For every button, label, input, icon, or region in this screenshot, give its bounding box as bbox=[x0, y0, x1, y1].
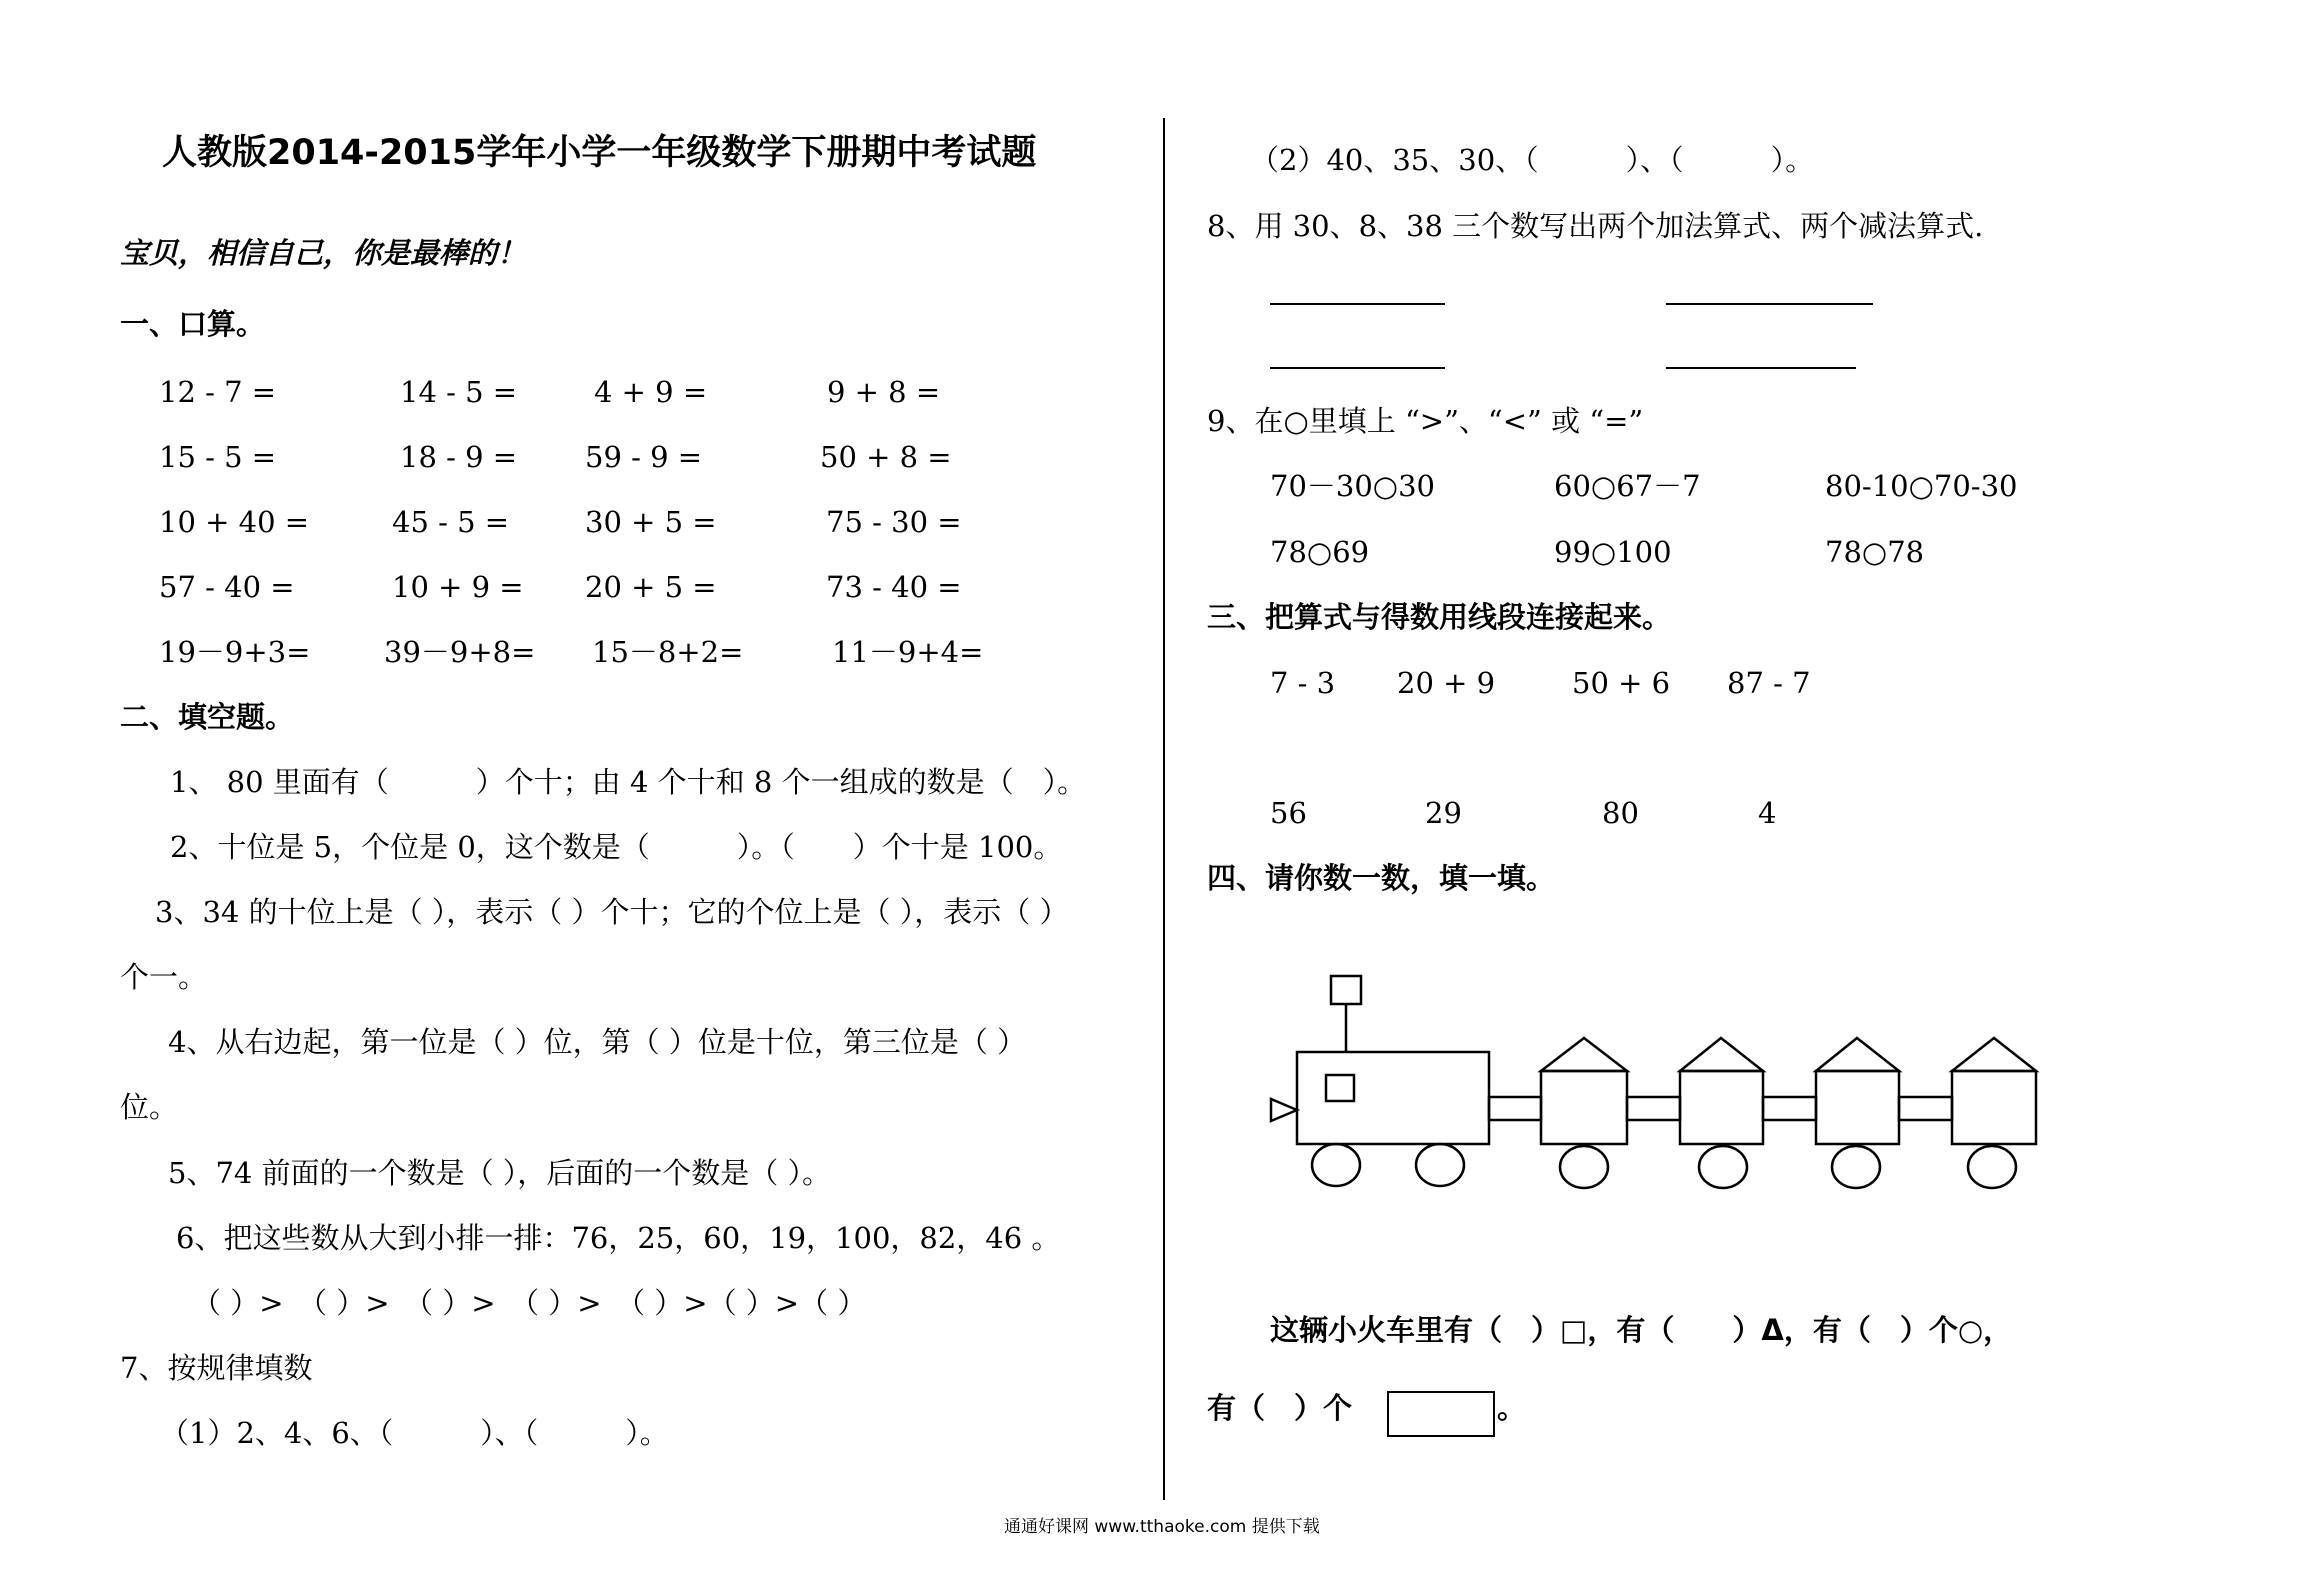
question-4-cont: 位。 bbox=[120, 1090, 179, 1124]
section2-heading: 二、填空题。 bbox=[120, 700, 295, 734]
match-expression: 87 - 7 bbox=[1727, 666, 1811, 700]
calc-item: 50 + 8 = bbox=[820, 440, 952, 474]
calc-item: 57 - 40 = bbox=[159, 570, 295, 604]
question-5: 5、74 前面的一个数是（ ），后面的一个数是（ ）。 bbox=[168, 1156, 832, 1190]
calc-item: 73 - 40 = bbox=[826, 570, 962, 604]
question-7: 7、按规律填数 bbox=[120, 1351, 313, 1385]
engine-body bbox=[1297, 1052, 1489, 1144]
compare-item: 78○69 bbox=[1270, 535, 1370, 569]
match-result: 4 bbox=[1758, 796, 1777, 830]
question-6: 6、把这些数从大到小排一排：76，25，60，19，100，82，46 。 bbox=[176, 1221, 1061, 1255]
match-result: 80 bbox=[1602, 796, 1639, 830]
answer-line bbox=[1270, 367, 1445, 369]
calc-item: 39－9+8= bbox=[384, 635, 536, 669]
chimney-square bbox=[1331, 976, 1361, 1004]
calc-item: 10 + 40 = bbox=[159, 505, 310, 539]
coupling bbox=[1489, 1097, 1541, 1120]
question-7-2: （2）40、35、30、（ ）、（ ）。 bbox=[1250, 143, 1815, 177]
calc-item: 18 - 9 = bbox=[400, 440, 518, 474]
count-question-line1: 这辆小火车里有（ ）□，有（ ）Δ，有（ ）个○， bbox=[1270, 1313, 2013, 1347]
calc-item: 19－9+3= bbox=[159, 635, 311, 669]
match-result: 29 bbox=[1425, 796, 1462, 830]
question-3-cont: 个一。 bbox=[120, 960, 208, 994]
question-3: 3、34 的十位上是（ ），表示（ ）个十；它的个位上是（ ），表示（ ） bbox=[155, 895, 1069, 929]
wagon-body bbox=[1680, 1071, 1763, 1144]
headlight-triangle bbox=[1271, 1099, 1297, 1121]
wheel-circle bbox=[1312, 1144, 1360, 1186]
wagon-roof-triangle bbox=[1680, 1038, 1763, 1071]
wheel-circle bbox=[1416, 1144, 1464, 1186]
match-expression: 7 - 3 bbox=[1270, 666, 1336, 700]
engine-window bbox=[1326, 1075, 1354, 1101]
section4-heading: 四、请你数一数，填一填。 bbox=[1207, 861, 1556, 895]
calc-item: 15 - 5 = bbox=[159, 440, 277, 474]
calc-item: 14 - 5 = bbox=[400, 375, 518, 409]
slogan: 宝贝，相信自己，你是最棒的！ bbox=[120, 236, 527, 270]
wagon-roof-triangle bbox=[1541, 1038, 1627, 1071]
calc-item: 15－8+2= bbox=[592, 635, 744, 669]
match-expression: 50 + 6 bbox=[1572, 666, 1671, 700]
calc-item: 12 - 7 = bbox=[159, 375, 277, 409]
question-1: 1、 80 里面有（ ）个十；由 4 个十和 8 个一组成的数是（ ）。 bbox=[170, 765, 1087, 799]
calc-item: 30 + 5 = bbox=[585, 505, 717, 539]
count-question-line2: 有（ ）个 bbox=[1207, 1391, 1353, 1425]
count-question-end: 。 bbox=[1497, 1391, 1527, 1425]
wagon-roof-triangle bbox=[1952, 1038, 2036, 1071]
wheel-circle bbox=[1832, 1146, 1880, 1188]
wagon-body bbox=[1541, 1071, 1627, 1144]
answer-line bbox=[1666, 303, 1873, 305]
wheel-circle bbox=[1560, 1146, 1608, 1188]
calc-item: 4 + 9 = bbox=[594, 375, 708, 409]
calc-item: 10 + 9 = bbox=[392, 570, 524, 604]
answer-line bbox=[1666, 367, 1856, 369]
calc-item: 11－9+4= bbox=[832, 635, 984, 669]
page-title: 人教版2014-2015学年小学一年级数学下册期中考试题 bbox=[162, 133, 1037, 173]
calc-item: 45 - 5 = bbox=[392, 505, 510, 539]
answer-line bbox=[1270, 303, 1445, 305]
compare-item: 70－30○30 bbox=[1270, 469, 1436, 503]
compare-item: 99○100 bbox=[1554, 535, 1672, 569]
compare-item: 78○78 bbox=[1825, 535, 1925, 569]
calc-item: 9 + 8 = bbox=[827, 375, 941, 409]
rectangle-symbol-box bbox=[1387, 1391, 1495, 1437]
coupling bbox=[1763, 1097, 1816, 1120]
wagon-body bbox=[1816, 1071, 1899, 1144]
question-2: 2、十位是 5，个位是 0，这个数是（ ）。（ ）个十是 100。 bbox=[170, 830, 1063, 864]
match-result: 56 bbox=[1270, 796, 1307, 830]
wheel-circle bbox=[1968, 1146, 2016, 1188]
question-8: 8、用 30、8、38 三个数写出两个加法算式、两个减法算式. bbox=[1207, 209, 1984, 243]
footer-credit: 通通好课网 www.tthaoke.com 提供下载 bbox=[1004, 1517, 1320, 1537]
compare-item: 80-10○70-30 bbox=[1825, 469, 2018, 503]
question-4: 4、从右边起，第一位是（ ）位，第（ ）位是十位，第三位是（ ） bbox=[168, 1025, 1027, 1059]
compare-item: 60○67－7 bbox=[1554, 469, 1701, 503]
calc-item: 20 + 5 = bbox=[585, 570, 717, 604]
wagon-body bbox=[1952, 1071, 2036, 1144]
section1-heading: 一、口算。 bbox=[120, 307, 266, 341]
coupling bbox=[1627, 1097, 1680, 1120]
section3-heading: 三、把算式与得数用线段连接起来。 bbox=[1207, 600, 1672, 634]
column-divider bbox=[1163, 118, 1165, 1500]
coupling bbox=[1899, 1097, 1952, 1120]
question-9: 9、在○里填上 “>”、“<” 或 “=” bbox=[1207, 404, 1644, 438]
question-7-1: （1）2、4、6、（ ）、（ ）。 bbox=[160, 1416, 669, 1450]
question-6-blanks: （ ）> （ ）> （ ）> （ ）> （ ）>（ ）>（ ） bbox=[192, 1286, 867, 1320]
wheel-circle bbox=[1699, 1146, 1747, 1188]
calc-item: 75 - 30 = bbox=[826, 505, 962, 539]
match-expression: 20 + 9 bbox=[1397, 666, 1496, 700]
wagon-roof-triangle bbox=[1816, 1038, 1899, 1071]
calc-item: 59 - 9 = bbox=[585, 440, 703, 474]
